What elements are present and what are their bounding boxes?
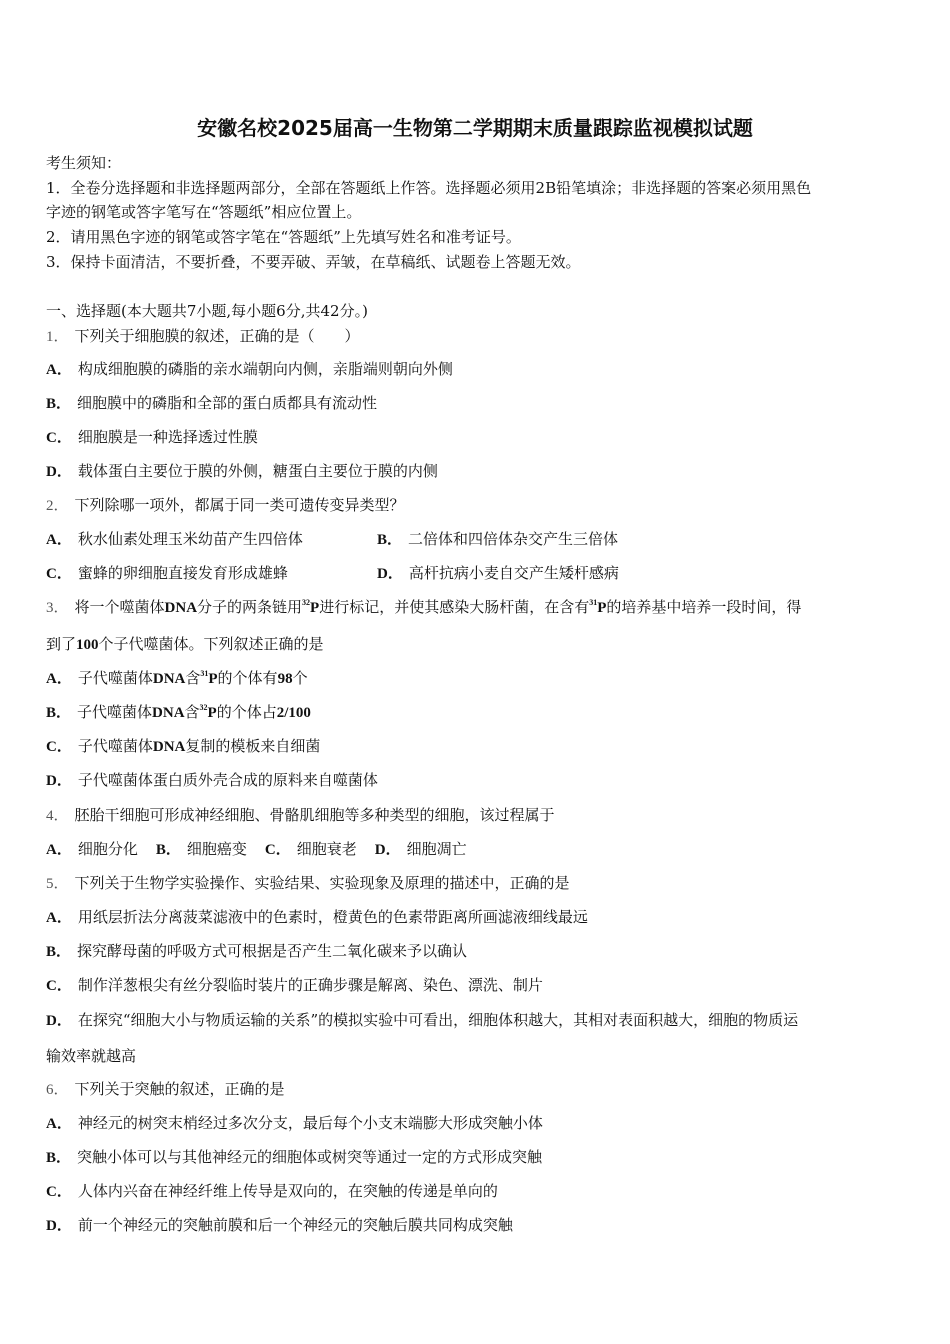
page-title: 安徽名校2025届高一生物第二学期期末质量跟踪监视模拟试题 xyxy=(197,116,753,140)
option-letter: A． xyxy=(46,532,72,548)
option-text: 含 xyxy=(184,703,200,721)
stem-text: P xyxy=(310,600,320,616)
q6-option-c[interactable] xyxy=(46,1180,904,1203)
question-number: 4． xyxy=(46,808,69,824)
stem-text: 个子代噬菌体。下列叙述正确的是 xyxy=(98,635,324,653)
q2-option-b[interactable] xyxy=(377,528,618,551)
option-text: 含 xyxy=(185,669,201,687)
option-text: 载体蛋白主要位于膜的外侧，糖蛋白主要位于膜的内侧 xyxy=(77,462,438,480)
q1-option-a[interactable] xyxy=(46,358,904,381)
option-text: 神经元的树突末梢经过多次分支，最后每个小支末端膨大形成突触小体 xyxy=(77,1114,543,1132)
q4-option-d[interactable] xyxy=(375,840,467,858)
question-4 xyxy=(46,804,904,827)
stem-text: DNA xyxy=(164,600,198,616)
section-heading: 一、选择题(本大题共7小题,每小题6分,共42分。) xyxy=(46,302,368,320)
option-text: 探究酵母菌的呼吸方式可根据是否产生二氧化碳来予以确认 xyxy=(77,942,468,960)
option-text: 细胞衰老 xyxy=(296,840,357,858)
option-letter: A． xyxy=(46,362,72,378)
stem-text: 的培养基中培养一段时间，得 xyxy=(606,598,802,616)
option-letter: B． xyxy=(155,842,181,858)
option-text: 的个体有 xyxy=(217,669,278,687)
question-stem: 下列关于细胞膜的叙述，正确的是（ ） xyxy=(74,327,360,345)
option-letter: D． xyxy=(46,464,72,480)
option-letter: D． xyxy=(46,773,72,789)
option-text: DNA xyxy=(152,739,186,755)
option-letter: D． xyxy=(46,1218,72,1234)
option-text: 细胞膜是一种选择透过性膜 xyxy=(77,428,258,446)
option-text: 子代噬菌体 xyxy=(77,737,153,755)
q4-option-b[interactable] xyxy=(156,840,247,858)
option-letter: B． xyxy=(46,396,72,412)
option-text: DNA xyxy=(152,671,186,687)
option-text: 秋水仙素处理玉米幼苗产生四倍体 xyxy=(77,530,303,548)
option-text: 高杆抗病小麦自交产生矮杆感病 xyxy=(408,564,619,582)
option-number: 98 xyxy=(277,671,293,687)
option-letter: D． xyxy=(374,842,401,858)
option-letter: D． xyxy=(46,1013,72,1029)
option-letter: C． xyxy=(264,842,291,858)
q6-option-d[interactable] xyxy=(46,1214,904,1237)
q5-option-b[interactable] xyxy=(46,940,904,963)
option-text: 细胞分化 xyxy=(77,840,138,858)
option-text: 个 xyxy=(292,669,308,687)
question-number: 3． xyxy=(46,600,69,616)
option-text: P xyxy=(208,671,218,687)
option-letter: C． xyxy=(46,430,72,446)
isotope-mass: 32 xyxy=(302,598,311,607)
option-letter: C． xyxy=(46,978,72,994)
option-letter: A． xyxy=(46,671,72,687)
option-letter: B． xyxy=(46,705,72,721)
option-text: P xyxy=(207,705,217,721)
q2-option-d[interactable] xyxy=(377,562,619,585)
stem-text: 将一个噬菌体 xyxy=(74,598,165,616)
q1-option-b[interactable] xyxy=(46,392,904,415)
option-text: DNA xyxy=(152,705,185,721)
q5-option-d[interactable] xyxy=(46,1009,904,1032)
stem-text: 到了 xyxy=(46,635,77,653)
q2-options-row-1 xyxy=(46,528,904,551)
option-text: 细胞膜中的磷脂和全部的蛋白质都具有流动性 xyxy=(77,394,378,412)
option-text: 子代噬菌体 xyxy=(77,703,153,721)
stem-number: 100 xyxy=(76,637,99,653)
option-text: 前一个神经元的突触前膜和后一个神经元的突触后膜共同构成突触 xyxy=(77,1216,513,1234)
question-number: 1． xyxy=(46,329,69,345)
stem-text: P xyxy=(597,600,607,616)
q5-option-c[interactable] xyxy=(46,974,904,997)
q5-option-d-cont: 输效率就越高 xyxy=(46,1047,137,1065)
option-letter: A． xyxy=(46,842,72,858)
option-letter: C． xyxy=(46,739,72,755)
question-5 xyxy=(46,872,904,895)
q1-option-d[interactable] xyxy=(46,460,904,483)
option-letter: C． xyxy=(46,1184,72,1200)
notice-heading: 考生须知： xyxy=(46,154,122,172)
q2-option-a[interactable] xyxy=(46,530,303,548)
option-text: 蜜蜂的卵细胞直接发育形成雄蜂 xyxy=(77,564,288,582)
option-letter: D． xyxy=(377,566,403,582)
notice-item-1-cont: 字迹的钢笔或答字笔写在“答题纸”相应位置上。 xyxy=(46,203,362,221)
question-number: 5． xyxy=(46,876,69,892)
option-letter: A． xyxy=(46,1116,72,1132)
notice-item-2: 2．请用黑色字迹的钢笔或答字笔在“答题纸”上先填写姓名和准考证号。 xyxy=(46,228,521,246)
option-text: 用纸层折法分离菠菜滤液中的色素时，橙黄色的色素带距离所画滤液细线最远 xyxy=(77,908,588,926)
question-2 xyxy=(46,494,904,517)
q2-options-row-2 xyxy=(46,562,904,585)
question-stem: 下列关于生物学实验操作、实验结果、实验现象及原理的描述中，正确的是 xyxy=(74,874,570,892)
q6-option-a[interactable] xyxy=(46,1112,904,1135)
option-letter: B． xyxy=(46,944,72,960)
option-text: 细胞凋亡 xyxy=(406,840,467,858)
q3-option-c[interactable] xyxy=(46,735,904,758)
q4-option-c[interactable] xyxy=(265,840,357,858)
option-text: 子代噬菌体蛋白质外壳合成的原料来自噬菌体 xyxy=(77,771,378,789)
stem-text: 进行标记，并使其感染大肠杆菌，在含有 xyxy=(319,598,590,616)
option-letter: C． xyxy=(46,566,72,582)
option-text: 突触小体可以与其他神经元的细胞体或树突等通过一定的方式形成突触 xyxy=(77,1148,543,1166)
q5-option-a[interactable] xyxy=(46,906,904,929)
question-stem: 胚胎干细胞可形成神经细胞、骨骼肌细胞等多种类型的细胞，该过程属于 xyxy=(74,806,555,824)
q1-option-c[interactable] xyxy=(46,426,904,449)
q4-option-a[interactable] xyxy=(46,840,138,858)
option-text: 制作洋葱根尖有丝分裂临时装片的正确步骤是解离、染色、漂洗、制片 xyxy=(77,976,543,994)
option-letter: B． xyxy=(377,532,403,548)
question-1 xyxy=(46,325,904,348)
question-3-cont xyxy=(46,633,904,656)
q3-option-d[interactable] xyxy=(46,769,904,792)
option-text: 子代噬菌体 xyxy=(77,669,153,687)
q6-option-b[interactable] xyxy=(46,1146,904,1169)
option-number: 2/100 xyxy=(276,705,311,721)
question-3 xyxy=(46,596,904,619)
notice-item-1: 1．全卷分选择题和非选择题两部分，全部在答题纸上作答。选择题必须用2B铅笔填涂；非选择题的答案必须用黑色 xyxy=(46,179,812,197)
stem-text: 分子的两条链用 xyxy=(197,598,303,616)
option-text: 复制的模板来自细菌 xyxy=(185,737,321,755)
question-6 xyxy=(46,1078,904,1101)
option-text: 细胞癌变 xyxy=(186,840,247,858)
notice-item-3: 3．保持卡面清洁，不要折叠，不要弄破、弄皱，在草稿纸、试题卷上答题无效。 xyxy=(46,253,581,271)
question-number: 2． xyxy=(46,498,69,514)
q3-option-b[interactable] xyxy=(46,701,904,724)
q2-option-c[interactable] xyxy=(46,564,288,582)
q3-option-a[interactable] xyxy=(46,667,904,690)
question-stem: 下列除哪一项外，都属于同一类可遗传变异类型？ xyxy=(74,496,405,514)
option-text: 构成细胞膜的磷脂的亲水端朝向内侧，亲脂端则朝向外侧 xyxy=(77,360,453,378)
option-letter: A． xyxy=(46,910,72,926)
option-text: 二倍体和四倍体杂交产生三倍体 xyxy=(408,530,619,548)
isotope-mass: 32 xyxy=(199,703,208,712)
question-stem: 下列关于突触的叙述，正确的是 xyxy=(74,1080,285,1098)
option-text: 人体内兴奋在神经纤维上传导是双向的，在突触的传递是单向的 xyxy=(77,1182,498,1200)
isotope-mass: 31 xyxy=(589,598,598,607)
option-letter: B． xyxy=(46,1150,72,1166)
option-text: 在探究“细胞大小与物质运输的关系”的模拟实验中可看出，细胞体积越大，其相对表面积越大，细胞的物质运 xyxy=(77,1011,799,1029)
q4-options-row xyxy=(46,838,904,861)
option-text: 的个体占 xyxy=(216,703,277,721)
isotope-mass: 31 xyxy=(200,669,209,678)
question-number: 6． xyxy=(46,1082,69,1098)
